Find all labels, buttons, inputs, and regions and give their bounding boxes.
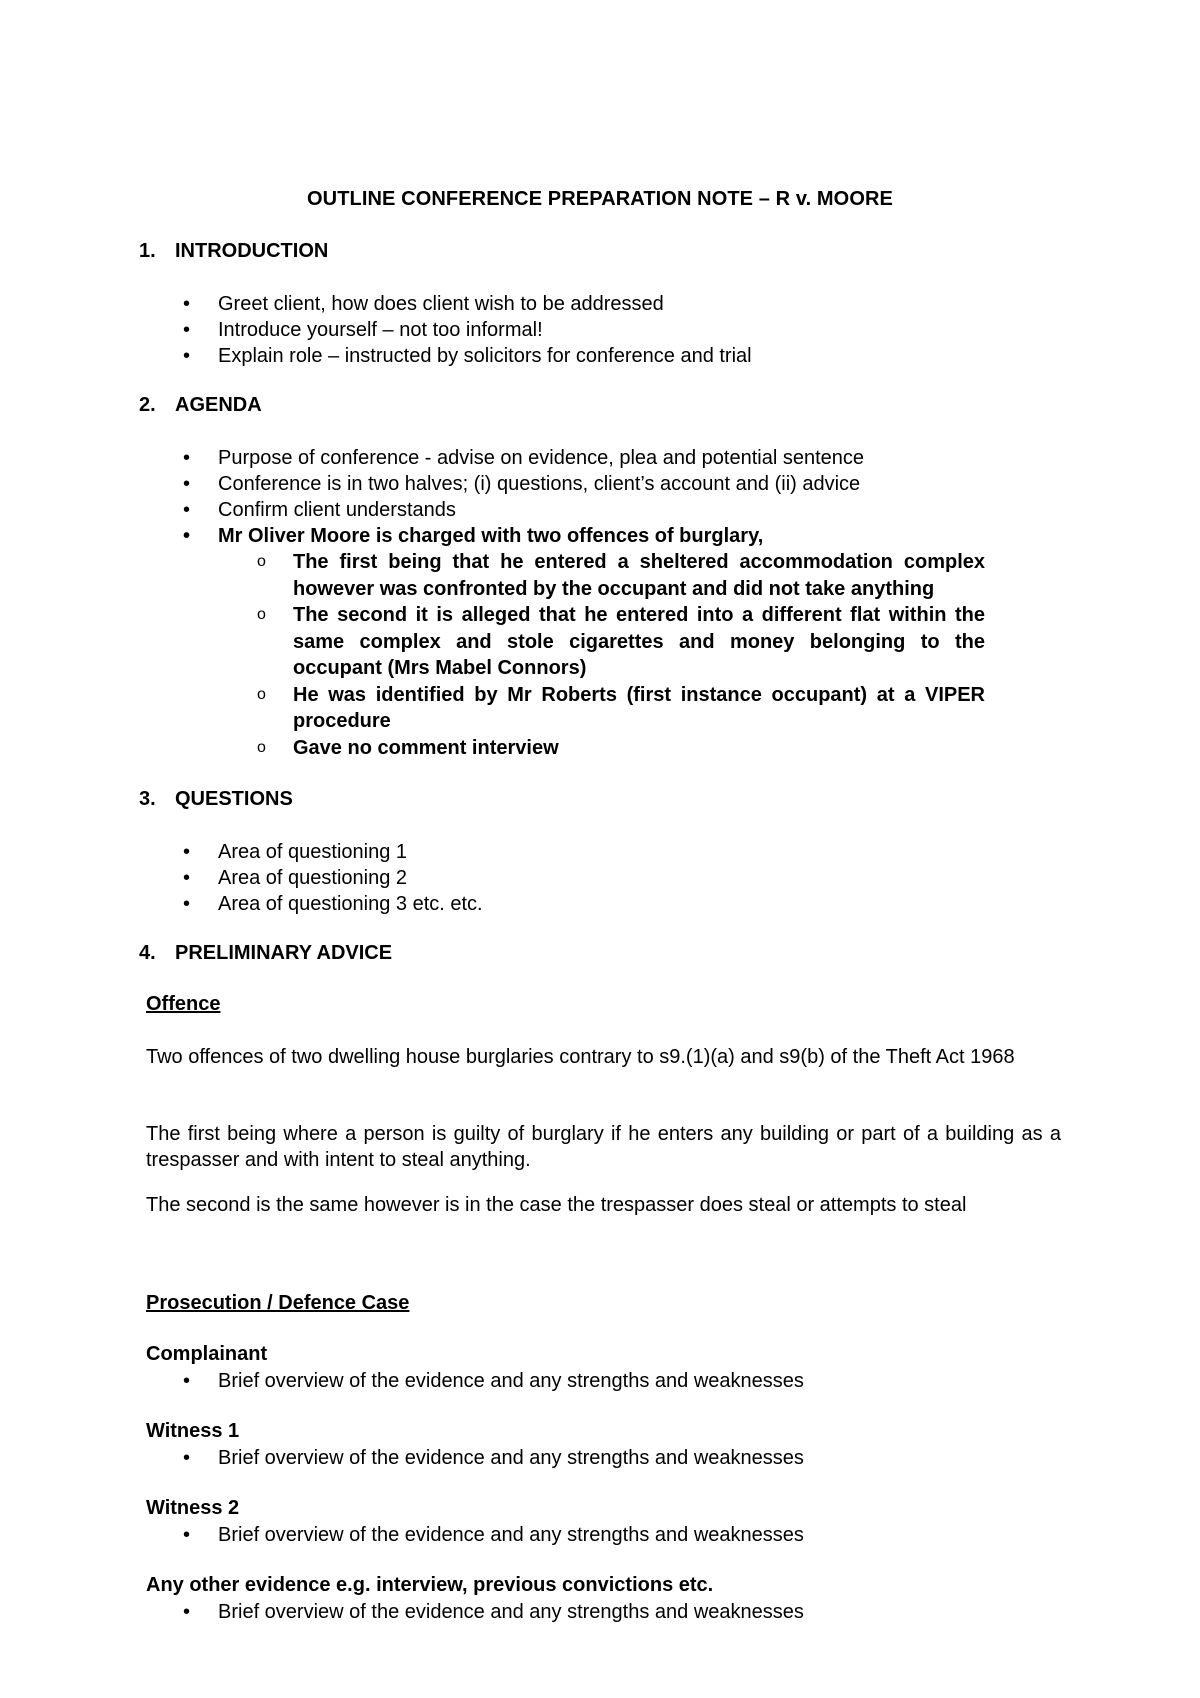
sub-list-item: o The first being that he entered a sheltered accommodation complex however was confronted by the occupant and did not take anything: [218, 549, 985, 602]
offence-paragraph: The second is the same however is in the case the trespasser does steal or attempts to steal: [146, 1194, 967, 1216]
sub-list-item: o He was identified by Mr Roberts (first instance occupant) at a VIPER procedure: [218, 682, 985, 735]
case-item-label: Witness 1: [146, 1420, 240, 1442]
case-item-label: Complainant: [146, 1343, 268, 1365]
section-heading-agenda: [139, 394, 262, 417]
section-heading-text: AGENDA: [175, 394, 262, 416]
case-item-label: Any other evidence e.g. interview, previous convictions etc.: [146, 1574, 714, 1596]
list-item: • Brief overview of the evidence and any strengths and weaknesses: [183, 1599, 804, 1625]
list-item: • Brief overview of the evidence and any strengths and weaknesses: [183, 1522, 804, 1548]
sub-list-item: o The second it is alleged that he entered into a different flat within the same complex and stole cigarettes and money belonging to the occupant (Mrs Mabel Connors): [218, 602, 985, 682]
agenda-sub-list: [218, 549, 985, 761]
case-item-bullets: [183, 1445, 804, 1471]
introduction-bullet-list: [183, 291, 752, 369]
section-number: 4.: [139, 942, 156, 964]
offence-paragraph: Two offences of two dwelling house burglaries contrary to s9.(1)(a) and s9(b) of the Theft Act 1968: [146, 1046, 1015, 1068]
list-item: • Area of questioning 3 etc. etc.: [183, 891, 483, 917]
case-item-label: Witness 2: [146, 1497, 240, 1519]
agenda-bullet-list: [183, 445, 985, 761]
list-item: • Greet client, how does client wish to be addressed: [183, 291, 752, 317]
list-item: • Introduce yourself – not too informal!: [183, 317, 752, 343]
section-heading-questions: [139, 788, 293, 811]
section-number: 1.: [139, 240, 156, 262]
list-item-text: Mr Oliver Moore is charged with two offences of burglary,: [218, 525, 764, 547]
list-item: • Area of questioning 2: [183, 865, 483, 891]
section-heading-text: QUESTIONS: [175, 788, 293, 810]
section-heading-text: INTRODUCTION: [175, 240, 329, 262]
list-item: • Confirm client understands: [183, 497, 985, 523]
section-heading-text: PRELIMINARY ADVICE: [175, 942, 393, 964]
section-number: 2.: [139, 394, 156, 416]
list-item: • Brief overview of the evidence and any strengths and weaknesses: [183, 1445, 804, 1471]
section-number: 3.: [139, 788, 156, 810]
list-item: • Area of questioning 1: [183, 839, 483, 865]
document-title: OUTLINE CONFERENCE PREPARATION NOTE – R v. MOORE: [307, 188, 893, 210]
list-item: • Brief overview of the evidence and any strengths and weaknesses: [183, 1368, 804, 1394]
case-item-bullets: [183, 1522, 804, 1548]
list-item: • Purpose of conference - advise on evidence, plea and potential sentence: [183, 445, 985, 471]
questions-bullet-list: [183, 839, 483, 917]
case-item-bullets: [183, 1368, 804, 1394]
section-heading-preliminary-advice: [139, 942, 392, 965]
list-item: [183, 523, 985, 761]
list-item: • Conference is in two halves; (i) questions, client’s account and (ii) advice: [183, 471, 985, 497]
case-heading: Prosecution / Defence Case: [146, 1292, 410, 1314]
section-heading-introduction: [139, 240, 328, 263]
sub-list-item: o Gave no comment interview: [218, 735, 985, 762]
list-item: • Explain role – instructed by solicitors for conference and trial: [183, 343, 752, 369]
case-item-bullets: [183, 1599, 804, 1625]
offence-paragraph: The first being where a person is guilty of burglary if he enters any building or part of a building as a trespasser and with intent to steal anything.: [146, 1123, 1061, 1171]
offence-heading: Offence: [146, 993, 221, 1015]
